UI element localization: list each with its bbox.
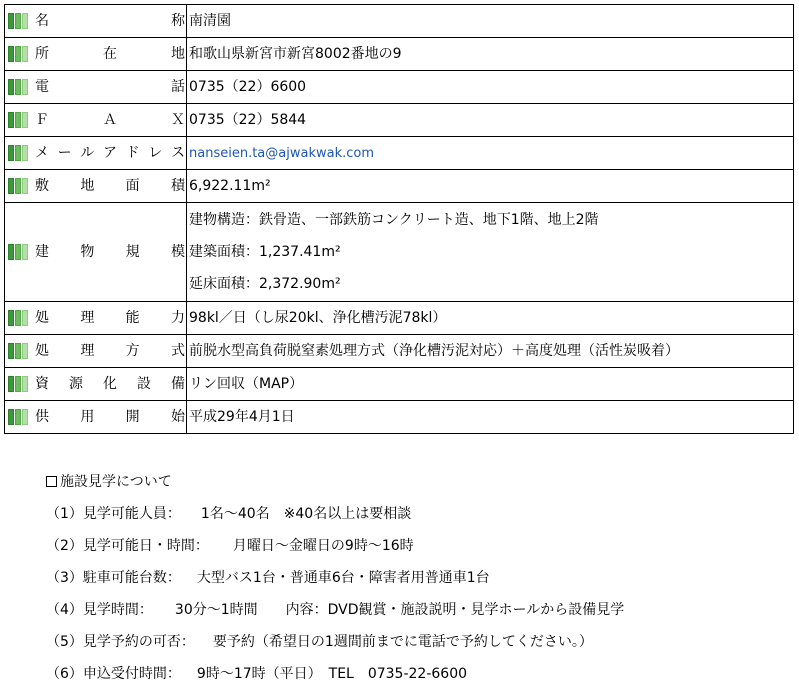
label-char: ド [125,145,140,161]
label-char: 地 [80,178,95,194]
green-bar-icon [8,79,29,95]
value-method: 前脱水型高負荷脱窒素処理方式（浄化槽汚泥対応）＋高度処理（活性炭吸着） [187,335,794,368]
table-row-fax [5,104,794,137]
green-bar-icon [8,46,29,62]
label-char: Ｘ [171,112,185,128]
total-floor-area: 延床面積：2,372.90m² [189,276,341,292]
label-char: Ｆ [35,112,49,128]
label-char: レ [148,145,163,161]
label-cell-site-area [5,170,187,203]
table-row-email [5,137,794,170]
visit-item-value: 要予約（希望日の1週間前までに電話で予約してください。） [212,634,593,650]
label-char: 地 [171,46,185,62]
label-char: 電 [35,79,49,95]
label-char: 資 [35,376,49,392]
row-label [35,342,186,360]
building-structure: 建物構造：鉄骨造、一部鉄筋コンクリート造、地下1階、地上2階 [189,212,599,228]
visit-item-contact-hours [46,661,786,693]
label-char: 理 [80,310,95,326]
visit-item-label: （5）見学予約の可否： [46,634,195,650]
visit-item-days-hours [46,533,786,565]
label-char: ー [57,145,72,161]
building-area: 建築面積：1,237.41m² [189,244,341,260]
label-char: 敷 [35,178,49,194]
green-bar-icon [8,112,29,128]
visit-title-text: 施設見学について [60,474,172,490]
label-char: 式 [170,343,185,359]
row-label [35,408,186,426]
label-char: 用 [80,409,95,425]
green-bar-icon [8,376,29,392]
value-phone: 0735（22）6600 [187,71,794,104]
label-cell-capacity [5,302,187,335]
row-label [35,111,186,129]
label-cell-fax [5,104,187,137]
row-label [35,375,186,393]
visit-item-duration [46,597,786,629]
green-bar-icon [8,343,29,359]
table-row-capacity [5,302,794,335]
label-char: 模 [170,244,185,260]
label-char: Ａ [103,112,117,128]
green-bar-icon [8,244,29,260]
label-char: 供 [35,409,49,425]
label-char: ル [80,145,95,161]
visit-item-label: （4）見学時間： [46,602,153,618]
green-bar-icon [8,310,29,326]
label-char: 備 [171,376,185,392]
green-bar-icon [8,145,29,161]
label-char: 建 [35,244,49,260]
label-char: ア [102,145,117,161]
visit-item-capacity [46,501,786,533]
visit-item-label: （2）見学可能日・時間： [46,538,209,554]
row-label [35,78,186,96]
label-cell-resource-equipment [5,368,187,401]
value-address: 和歌山県新宮市新宮8002番地の9 [187,38,794,71]
value-facility-name: 南清園 [187,5,794,38]
value-service-start: 平成29年4月1日 [187,401,794,434]
label-char: 規 [125,244,140,260]
label-char: 源 [69,376,83,392]
label-char: 処 [35,310,49,326]
table-row-resource-equipment [5,368,794,401]
label-char: メ [35,145,49,161]
label-char: 称 [171,13,185,29]
checkbox-square-icon [46,476,57,487]
label-char: 開 [125,409,140,425]
label-char: 物 [80,244,95,260]
value-resource-equipment: リン回収（MAP） [187,368,794,401]
table-row-service-start [5,401,794,434]
table-row-method [5,335,794,368]
label-cell-address [5,38,187,71]
row-label [35,177,186,195]
label-char: 面 [125,178,140,194]
label-cell-method [5,335,187,368]
label-char: 所 [35,46,49,62]
value-building-scale [187,203,794,302]
green-bar-icon [8,178,29,194]
visit-item-value: 9時～17時（平日） TEL 0735-22-6600 [196,666,468,682]
row-label [35,243,186,261]
row-label [35,309,186,327]
value-fax: 0735（22）5844 [187,104,794,137]
visit-item-label: （3）駐車可能台数： [46,570,181,586]
visit-item-value: 大型バス1台・普通車6台・障害者用普通車1台 [196,570,490,586]
visit-item-value: 月曜日～金曜日の9時～16時 [232,538,414,554]
label-char: 力 [170,310,185,326]
label-char: 積 [170,178,185,194]
facility-info-table-body [5,5,794,434]
value-site-area: 6,922.11m² [187,170,794,203]
label-char: ス [170,145,185,161]
visit-section-title [46,469,786,501]
label-cell-phone [5,71,187,104]
label-char: 方 [125,343,140,359]
label-char: 能 [125,310,140,326]
label-char: 在 [103,46,117,62]
visit-item-parking [46,565,786,597]
value-email [187,137,794,170]
label-char: 名 [35,13,49,29]
table-row-building-scale [5,203,794,302]
value-capacity: 98kl／日（し尿20kl、浄化槽汚泥78kl） [187,302,794,335]
email-link[interactable]: nanseien.ta@ajwakwak.com [189,145,374,161]
facility-info-table [4,4,794,434]
label-char: 化 [103,376,117,392]
label-char: 理 [80,343,95,359]
label-cell-email [5,137,187,170]
visit-item-reservation [46,629,786,661]
label-cell-service-start [5,401,187,434]
visit-item-value: 30分～1時間 内容：DVD観賞・施設説明・見学ホールから設備見学 [174,602,625,618]
green-bar-icon [8,13,29,29]
label-char: 処 [35,343,49,359]
table-row-phone [5,71,794,104]
label-char: 設 [137,376,151,392]
visit-item-value: 1名～40名 ※40名以上は要相談 [200,506,412,522]
label-cell-name [5,5,187,38]
visit-item-label: （1）見学可能人員： [46,506,181,522]
row-label [35,144,186,162]
label-char: 話 [171,79,185,95]
green-bar-icon [8,409,29,425]
table-row-name [5,5,794,38]
row-label [35,45,186,63]
visit-item-label: （6）申込受付時間： [46,666,181,682]
row-label [35,12,186,30]
facility-visit-section [46,469,786,693]
table-row-site-area [5,170,794,203]
table-row-address [5,38,794,71]
label-cell-building-scale [5,203,187,302]
label-char: 始 [170,409,185,425]
